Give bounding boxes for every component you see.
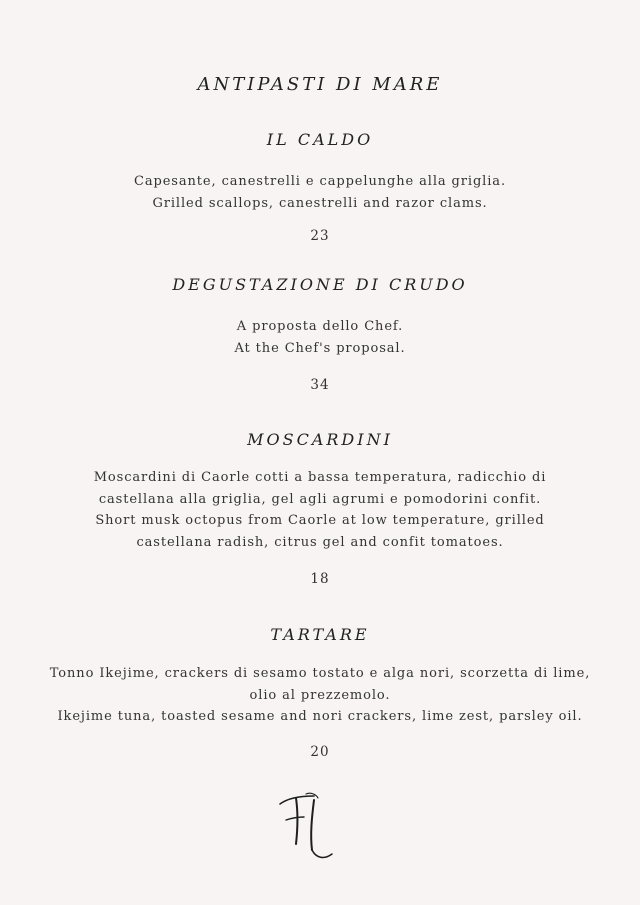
dish-price: 34 (310, 377, 330, 393)
description-line: castellana radish, citrus gel and confit tomatoes. (136, 534, 504, 550)
dish-moscardini (0, 429, 640, 587)
description-line: Ikejime tuna, toasted sesame and nori crackers, lime zest, parsley oil. (57, 709, 583, 724)
description-line: At the Chef's proposal. (234, 340, 406, 356)
description-line: olio al prezzemolo. (249, 687, 391, 703)
description-line: Short musk octopus from Caorle at low temperature, grilled (95, 513, 545, 528)
dish-description (0, 316, 640, 359)
dish-description (0, 171, 640, 214)
dish-description (0, 467, 640, 553)
dish-name: IL CALDO (266, 130, 374, 149)
dish-description (0, 663, 640, 728)
description-line: castellana alla griglia, gel agli agrumi e pomodorini confit. (98, 491, 542, 507)
dish-price: 23 (310, 228, 330, 244)
dish-price: 20 (310, 743, 330, 760)
description-line: Grilled scallops, canestrelli and razor clams. (152, 195, 488, 211)
dish-name: MOSCARDINI (247, 430, 393, 449)
dish-name: DEGUSTAZIONE DI CRUDO (172, 275, 468, 294)
dish-price: 18 (310, 571, 330, 587)
dish-tartare (0, 624, 640, 760)
description-line: A proposta dello Chef. (236, 319, 404, 334)
dish-il-caldo (0, 129, 640, 244)
description-line: Tonno Ikejime, crackers di sesamo tostato e alga nori, scorzetta di lime, (49, 666, 591, 681)
dish-degustazione-di-crudo (0, 274, 640, 393)
page-title: ANTIPASTI DI MARE (197, 74, 443, 95)
description-line: Moscardini di Caorle cotti a bassa temperatura, radicchio di (93, 470, 547, 485)
dish-name: TARTARE (270, 625, 370, 644)
fl-monogram-signature-icon (276, 790, 338, 862)
description-line: Capesante, canestrelli e cappelunghe alla griglia. (134, 174, 506, 189)
